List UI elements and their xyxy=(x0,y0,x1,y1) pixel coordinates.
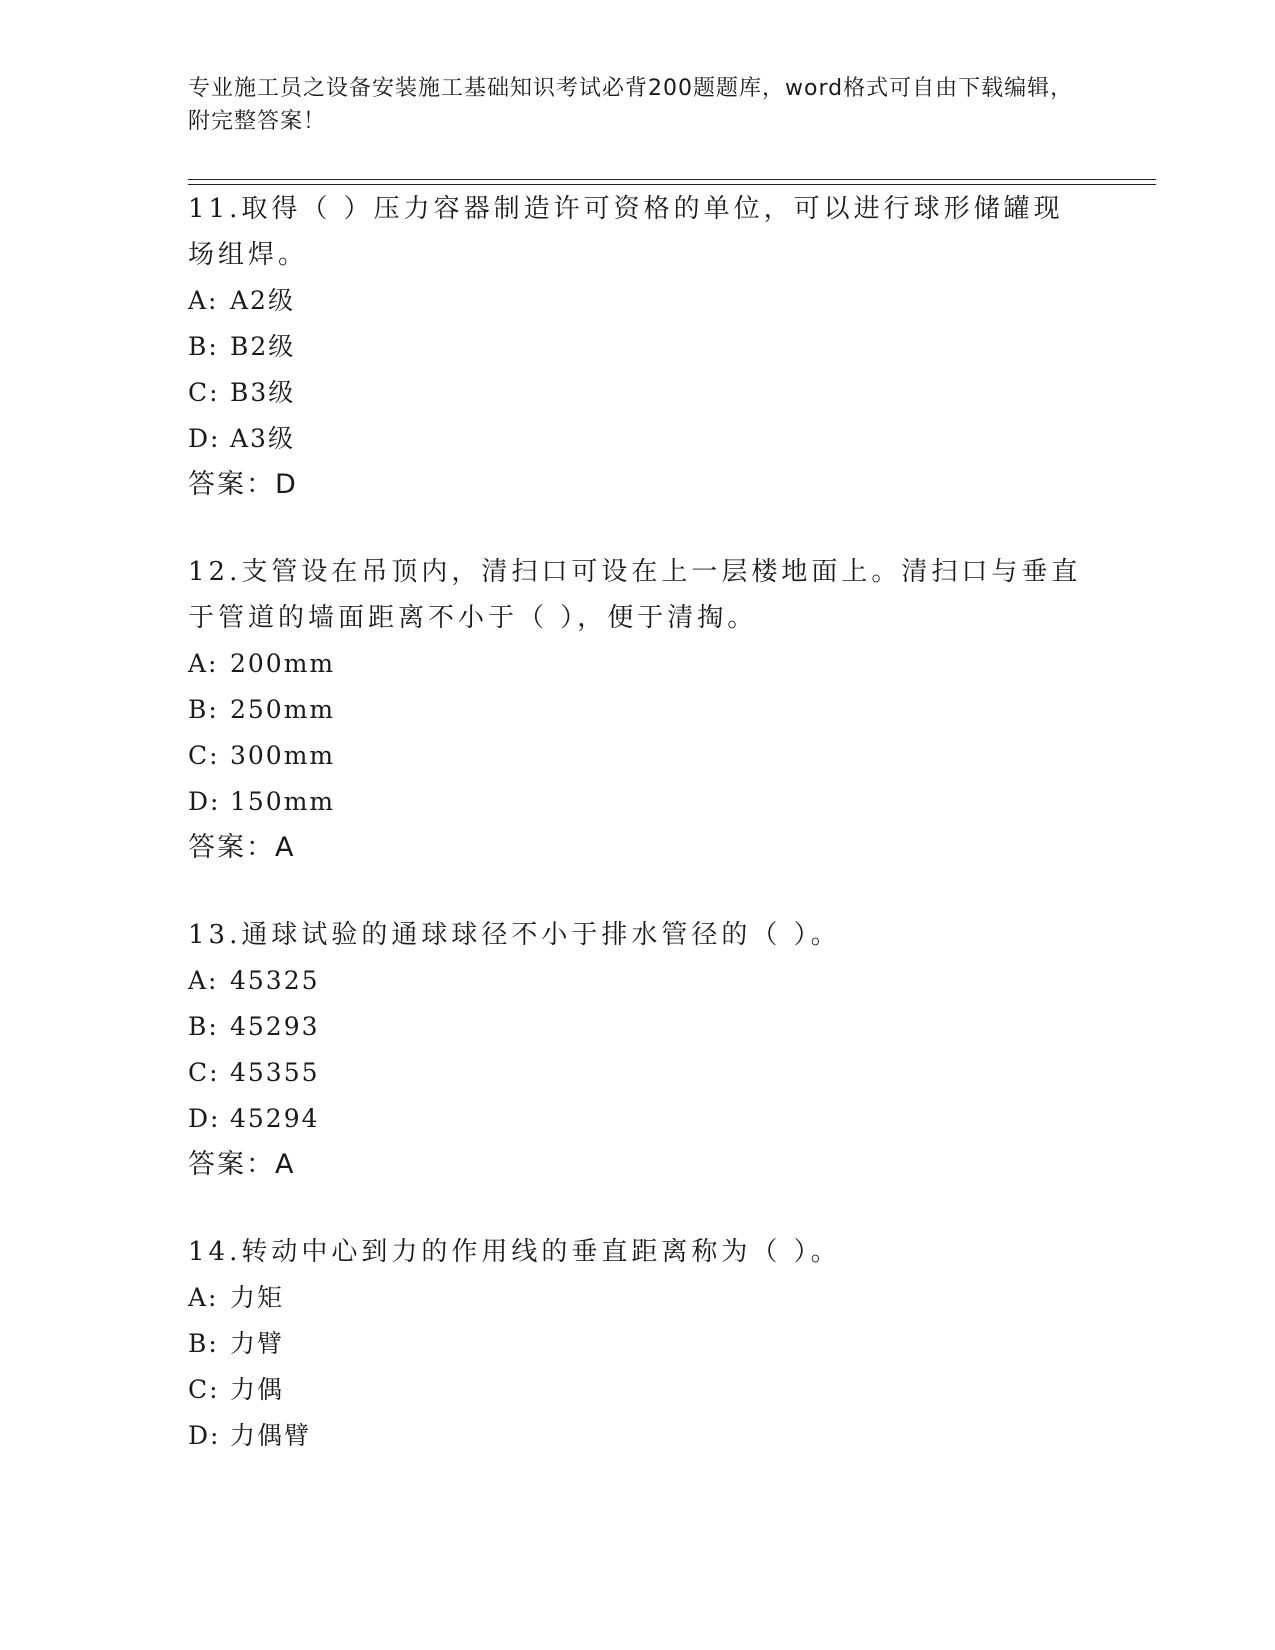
question-12 xyxy=(188,549,1088,871)
option-text: 150mm xyxy=(230,787,336,816)
option-text: 力矩 xyxy=(230,1283,285,1312)
option-a xyxy=(188,278,1088,324)
answer-label: 答案：A xyxy=(188,1149,296,1180)
option-c xyxy=(188,733,1088,779)
option-text: 45325 xyxy=(230,966,320,995)
option-text: 力臂 xyxy=(230,1329,285,1358)
option-letter: B: xyxy=(188,332,219,361)
option-text: 力偶臂 xyxy=(230,1421,312,1450)
option-a xyxy=(188,641,1088,687)
document-header xyxy=(188,72,1088,138)
option-letter: B: xyxy=(188,1329,219,1358)
option-c xyxy=(188,1367,1088,1413)
header-title: 专业施工员之设备安装施工基础知识考试必背200题题库，word格式可自由下载编辑，附完整答案！ xyxy=(188,76,1074,134)
option-d xyxy=(188,1096,1088,1142)
option-text: 250mm xyxy=(230,695,336,724)
question-14 xyxy=(188,1229,1088,1459)
option-a xyxy=(188,958,1088,1004)
question-list xyxy=(188,186,1088,1500)
option-letter: A: xyxy=(188,1283,219,1312)
option-text: 200mm xyxy=(230,649,336,678)
option-c xyxy=(188,370,1088,416)
option-letter: C: xyxy=(188,1058,220,1087)
option-c xyxy=(188,1050,1088,1096)
option-letter: C: xyxy=(188,1375,220,1404)
question-stem: 13.通球试验的通球球径不小于排水管径的（ ）。 xyxy=(188,920,841,950)
option-text: 力偶 xyxy=(230,1375,285,1404)
option-d xyxy=(188,1413,1088,1459)
question-13 xyxy=(188,912,1088,1188)
option-letter: A: xyxy=(188,286,219,315)
option-text: 45293 xyxy=(230,1012,320,1041)
option-letter: D: xyxy=(188,424,221,453)
option-text: B3级 xyxy=(230,378,296,407)
option-letter: B: xyxy=(188,1012,219,1041)
question-stem: 14.转动中心到力的作用线的垂直距离称为（ ）。 xyxy=(188,1237,841,1267)
option-d xyxy=(188,416,1088,462)
question-11 xyxy=(188,186,1088,508)
answer-label: 答案：D xyxy=(188,469,298,500)
option-letter: A: xyxy=(188,966,219,995)
option-text: A2级 xyxy=(230,286,295,315)
question-stem: 11.取得（ ）压力容器制造许可资格的单位，可以进行球形储罐现场组焊。 xyxy=(188,194,1064,270)
option-letter: D: xyxy=(188,787,221,816)
option-b xyxy=(188,1321,1088,1367)
option-text: 45294 xyxy=(230,1104,320,1133)
option-letter: D: xyxy=(188,1421,221,1450)
question-stem: 12.支管设在吊顶内，清扫口可设在上一层楼地面上。清扫口与垂直于管道的墙面距离不小于（ ），便于清掏。 xyxy=(188,557,1082,633)
option-text: B2级 xyxy=(230,332,296,361)
option-letter: D: xyxy=(188,1104,221,1133)
option-d xyxy=(188,779,1088,825)
option-a xyxy=(188,1275,1088,1321)
header-divider-top xyxy=(188,179,1156,180)
option-b xyxy=(188,324,1088,370)
option-b xyxy=(188,687,1088,733)
option-text: 45355 xyxy=(230,1058,320,1087)
option-letter: C: xyxy=(188,741,220,770)
header-divider-bottom xyxy=(188,184,1156,185)
option-b xyxy=(188,1004,1088,1050)
answer-label: 答案：A xyxy=(188,832,296,863)
option-text: 300mm xyxy=(230,741,336,770)
option-text: A3级 xyxy=(230,424,295,453)
option-letter: A: xyxy=(188,649,219,678)
option-letter: B: xyxy=(188,695,219,724)
option-letter: C: xyxy=(188,378,220,407)
